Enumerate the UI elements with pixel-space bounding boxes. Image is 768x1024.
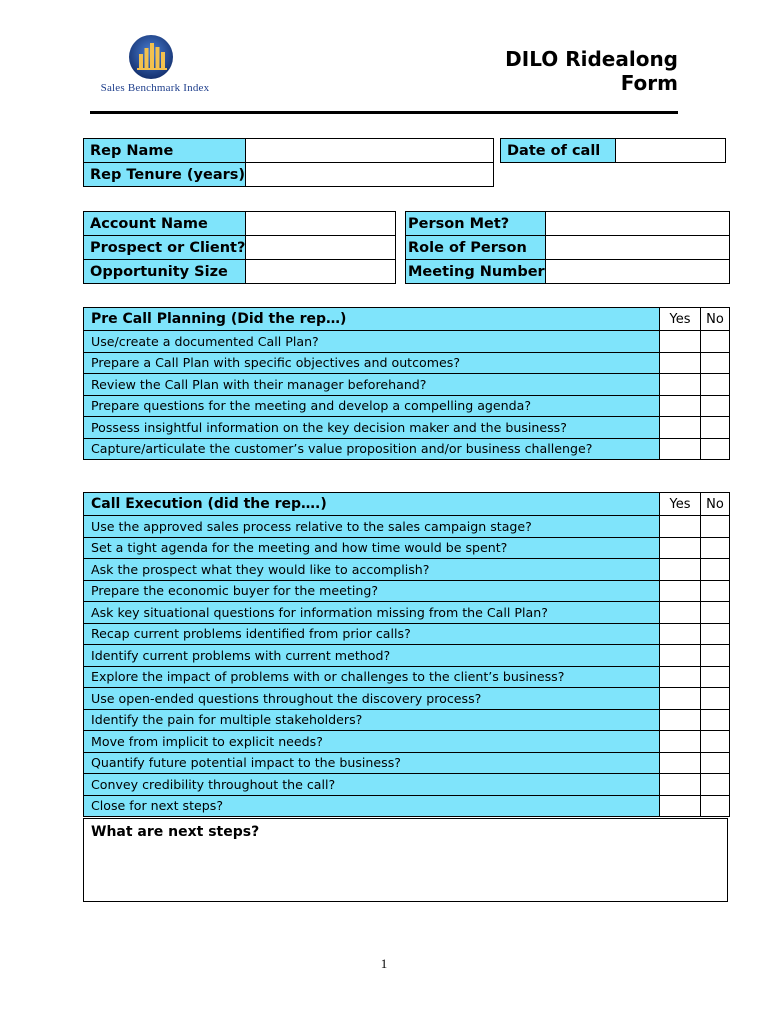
checklist-question: Set a tight agenda for the meeting and how time would be spent? xyxy=(84,537,660,559)
no-checkbox-cell[interactable] xyxy=(701,752,730,774)
checklist-question: Quantify future potential impact to the business? xyxy=(84,752,660,774)
checklist-question: Possess insightful information on the key decision maker and the business? xyxy=(84,417,660,439)
account-info-table xyxy=(83,211,396,284)
checklist-row xyxy=(84,623,730,645)
yes-checkbox-cell[interactable] xyxy=(660,774,701,796)
checklist-row xyxy=(84,752,730,774)
yes-checkbox-cell[interactable] xyxy=(660,516,701,538)
opportunity-size-field[interactable] xyxy=(246,260,396,284)
no-checkbox-cell[interactable] xyxy=(701,352,730,374)
checklist-question: Use the approved sales process relative to the sales campaign stage? xyxy=(84,516,660,538)
logo-emblem-icon xyxy=(128,34,174,80)
checklist-row xyxy=(84,645,730,667)
yes-checkbox-cell[interactable] xyxy=(660,688,701,710)
checklist-row xyxy=(84,395,730,417)
account-name-label: Account Name xyxy=(84,212,246,236)
checklist-row xyxy=(84,580,730,602)
checklist-question: Close for next steps? xyxy=(84,795,660,817)
no-checkbox-cell[interactable] xyxy=(701,438,730,460)
no-checkbox-cell[interactable] xyxy=(701,395,730,417)
checklist-row xyxy=(84,795,730,817)
yes-checkbox-cell[interactable] xyxy=(660,438,701,460)
no-checkbox-cell[interactable] xyxy=(701,516,730,538)
meeting-number-field[interactable] xyxy=(545,260,729,284)
no-checkbox-cell[interactable] xyxy=(701,623,730,645)
checklist-row xyxy=(84,374,730,396)
checklist-question: Explore the impact of problems with or challenges to the client’s business? xyxy=(84,666,660,688)
pre-call-planning-header: Pre Call Planning (Did the rep…) xyxy=(84,308,660,331)
checklist-question: Review the Call Plan with their manager beforehand? xyxy=(84,374,660,396)
title-line-1: DILO Ridealong xyxy=(505,47,678,71)
date-table xyxy=(500,138,726,163)
yes-checkbox-cell[interactable] xyxy=(660,559,701,581)
prospect-or-client-field[interactable] xyxy=(246,236,396,260)
checklist-question: Use open-ended questions throughout the discovery process? xyxy=(84,688,660,710)
no-checkbox-cell[interactable] xyxy=(701,331,730,353)
yes-checkbox-cell[interactable] xyxy=(660,709,701,731)
checklist-question: Prepare the economic buyer for the meeting? xyxy=(84,580,660,602)
checklist-question: Use/create a documented Call Plan? xyxy=(84,331,660,353)
next-steps-box[interactable] xyxy=(83,818,728,902)
no-checkbox-cell[interactable] xyxy=(701,374,730,396)
checklist-row xyxy=(84,666,730,688)
checklist-row xyxy=(84,688,730,710)
person-met-label: Person Met? xyxy=(406,212,546,236)
checklist-row xyxy=(84,731,730,753)
opportunity-size-label: Opportunity Size xyxy=(84,260,246,284)
checklist-row xyxy=(84,537,730,559)
rep-tenure-field[interactable] xyxy=(246,163,494,187)
yes-checkbox-cell[interactable] xyxy=(660,417,701,439)
yes-checkbox-cell[interactable] xyxy=(660,331,701,353)
checklist-question: Recap current problems identified from prior calls? xyxy=(84,623,660,645)
yes-checkbox-cell[interactable] xyxy=(660,395,701,417)
page-number: 1 xyxy=(380,956,388,971)
checklist-row xyxy=(84,559,730,581)
no-checkbox-cell[interactable] xyxy=(701,417,730,439)
checklist-question: Capture/articulate the customer’s value proposition and/or business challenge? xyxy=(84,438,660,460)
yes-checkbox-cell[interactable] xyxy=(660,537,701,559)
person-info-table xyxy=(405,211,730,284)
rep-name-label: Rep Name xyxy=(84,139,246,163)
account-name-field[interactable] xyxy=(246,212,396,236)
yes-checkbox-cell[interactable] xyxy=(660,666,701,688)
yes-checkbox-cell[interactable] xyxy=(660,623,701,645)
no-checkbox-cell[interactable] xyxy=(701,709,730,731)
title-line-2: Form xyxy=(620,71,678,95)
no-checkbox-cell[interactable] xyxy=(701,580,730,602)
no-checkbox-cell[interactable] xyxy=(701,645,730,667)
yes-column-header: Yes xyxy=(660,308,701,331)
person-met-field[interactable] xyxy=(545,212,729,236)
yes-column-header: Yes xyxy=(660,493,701,516)
yes-checkbox-cell[interactable] xyxy=(660,580,701,602)
checklist-question: Prepare a Call Plan with specific objectives and outcomes? xyxy=(84,352,660,374)
checklist-row xyxy=(84,709,730,731)
checklist-question: Move from implicit to explicit needs? xyxy=(84,731,660,753)
yes-checkbox-cell[interactable] xyxy=(660,374,701,396)
yes-checkbox-cell[interactable] xyxy=(660,795,701,817)
date-of-call-label: Date of call xyxy=(501,139,616,163)
prospect-or-client-label: Prospect or Client? xyxy=(84,236,246,260)
checklist-row xyxy=(84,438,730,460)
checklist-row xyxy=(84,516,730,538)
call-execution-header: Call Execution (did the rep….) xyxy=(84,493,660,516)
checklist-question: Ask key situational questions for information missing from the Call Plan? xyxy=(84,602,660,624)
rep-name-field[interactable] xyxy=(246,139,494,163)
rep-tenure-label: Rep Tenure (years) xyxy=(84,163,246,187)
role-of-person-field[interactable] xyxy=(545,236,729,260)
checklist-question: Convey credibility throughout the call? xyxy=(84,774,660,796)
no-checkbox-cell[interactable] xyxy=(701,537,730,559)
no-checkbox-cell[interactable] xyxy=(701,666,730,688)
role-of-person-label: Role of Person xyxy=(406,236,546,260)
pre-call-planning-table xyxy=(83,307,730,460)
yes-checkbox-cell[interactable] xyxy=(660,731,701,753)
checklist-row xyxy=(84,774,730,796)
checklist-row xyxy=(84,417,730,439)
yes-checkbox-cell[interactable] xyxy=(660,645,701,667)
no-column-header: No xyxy=(701,493,730,516)
logo-brand-text: Sales Benchmark Index xyxy=(100,82,210,94)
no-column-header: No xyxy=(701,308,730,331)
no-checkbox-cell[interactable] xyxy=(701,688,730,710)
checklist-question: Identify current problems with current method? xyxy=(84,645,660,667)
checklist-row xyxy=(84,331,730,353)
checklist-question: Prepare questions for the meeting and develop a compelling agenda? xyxy=(84,395,660,417)
no-checkbox-cell[interactable] xyxy=(701,774,730,796)
rep-info-table xyxy=(83,138,494,187)
no-checkbox-cell[interactable] xyxy=(701,559,730,581)
no-checkbox-cell[interactable] xyxy=(701,602,730,624)
call-execution-table xyxy=(83,492,730,817)
form-title xyxy=(458,47,678,95)
yes-checkbox-cell[interactable] xyxy=(660,752,701,774)
checklist-question: Identify the pain for multiple stakeholders? xyxy=(84,709,660,731)
no-checkbox-cell[interactable] xyxy=(701,795,730,817)
yes-checkbox-cell[interactable] xyxy=(660,352,701,374)
date-of-call-field[interactable] xyxy=(616,139,726,163)
company-logo xyxy=(95,32,215,102)
checklist-row xyxy=(84,602,730,624)
checklist-question: Ask the prospect what they would like to accomplish? xyxy=(84,559,660,581)
yes-checkbox-cell[interactable] xyxy=(660,602,701,624)
no-checkbox-cell[interactable] xyxy=(701,731,730,753)
checklist-row xyxy=(84,352,730,374)
meeting-number-label: Meeting Number xyxy=(406,260,546,284)
next-steps-label: What are next steps? xyxy=(91,824,260,840)
header-divider xyxy=(90,111,678,114)
